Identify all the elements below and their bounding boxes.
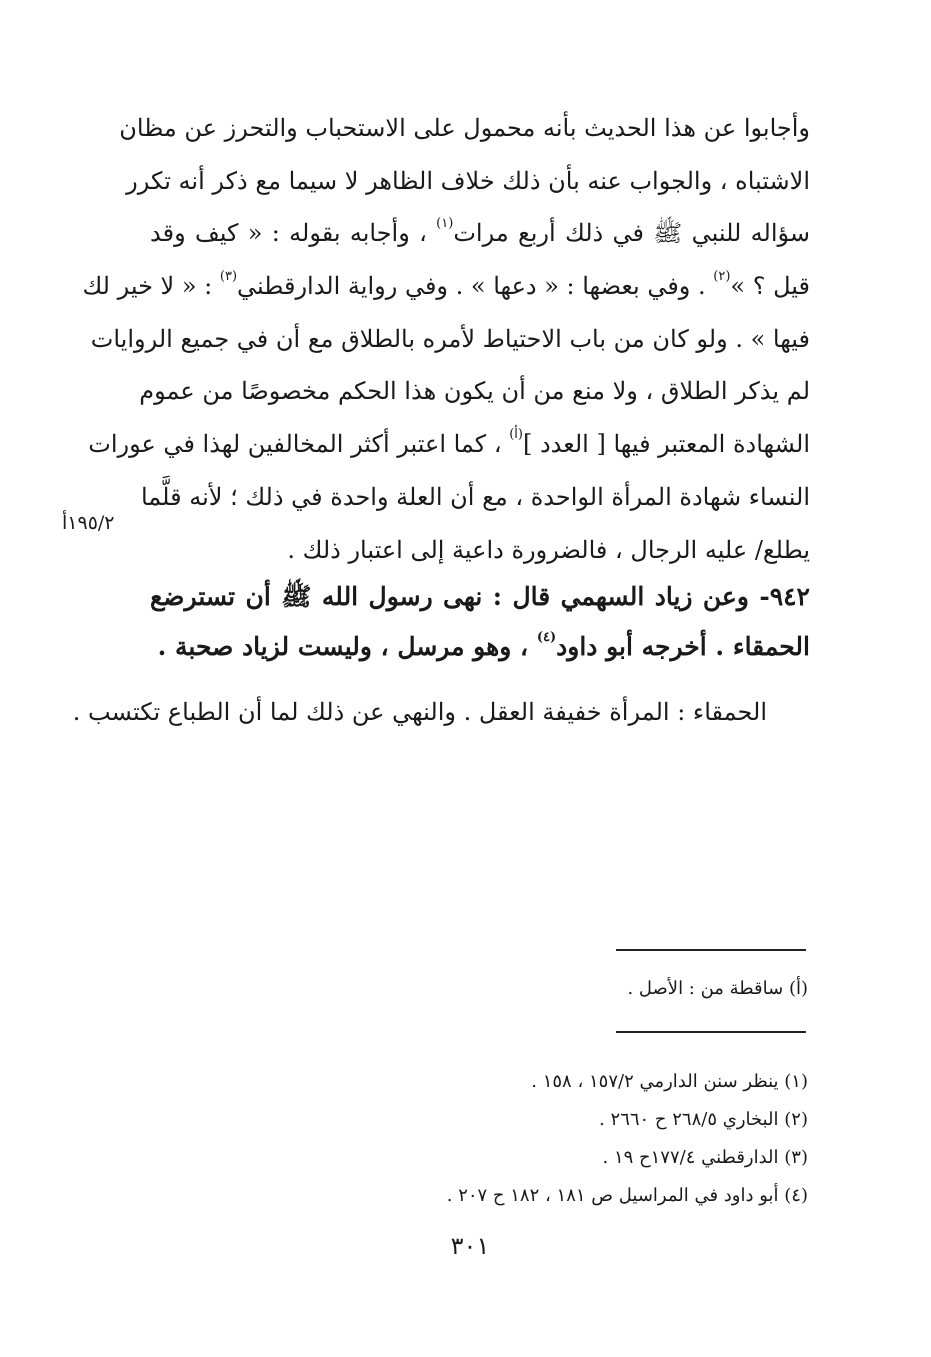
text-segment: الحمقاء . أخرجه أبو داود [556,632,810,661]
text-segment: قيل ؟ » [730,272,810,301]
text-line [88,418,810,471]
footnotes-list [300,1063,808,1215]
footnote-marker[interactable]: (١) [436,216,454,232]
text-segment: . وفي بعضها : « دعها » . وفي رواية الدارقطني [237,272,714,301]
text-line: فيها » . ولو كان من باب الاحتياط لأمره بالطلاق مع أن في جميع الروايات [90,324,810,353]
hadith-line [150,622,810,672]
text-line: النساء شهادة المرأة الواحدة ، مع أن العلة واحدة في ذلك ؛ لأنه قلَّما [140,482,810,511]
hadith-block [150,572,810,672]
hadith-line: ٩٤٢- وعن زياد السهمي قال : نهى رسول الله ﷺ أن تسترضع [150,582,810,611]
footnote-item: (٣) الدارقطني ١٧٧/٤ح ١٩ . [602,1147,808,1168]
text-line: لم يذكر الطلاق ، ولا منع من أن يكون هذا الحكم مخصوصًا من عموم [139,377,810,406]
explanation-text: الحمقاء : المرأة خفيفة العقل . والنهي عن ذلك لما أن الطباع تكتسب . [72,698,767,726]
text-line: وأجابوا عن هذا الحديث بأنه محمول على الاستحباب والتحرز عن مظان [119,114,810,142]
text-segment: : « لا خير لك [82,272,220,301]
page-number: ٣٠١ [450,1232,490,1260]
manuscript-folio-note: ١٩٥/٢أ [62,512,115,534]
text-segment: سؤاله للنبي ﷺ في ذلك أربع مرات [453,219,810,248]
footnote-item: (٢) البخاري ٢٦٨/٥ ح ٢٦٦٠ . [599,1109,808,1130]
text-line [150,207,810,260]
footnote-item: (١) ينظر سنن الدارمي ١٥٧/٢ ، ١٥٨ . [531,1071,808,1092]
text-segment: الشهادة المعتبر فيها [ العدد ] [523,430,810,459]
text-segment: ، وهو مرسل ، وليست لزياد صحبة . [157,632,537,661]
variant-marker[interactable]: (أ) [509,427,523,443]
text-segment: ، كما اعتبر أكثر المخالفين لهذا في عورات [88,430,510,459]
footnote-marker[interactable]: (٤) [536,630,557,645]
variant-footnote: (أ) ساقطة من : الأصل . [627,978,808,999]
footnote-separator [616,1031,806,1033]
footnote-separator [616,949,806,951]
footnote-item: (٤) أبو داود في المراسيل ص ١٨١ ، ١٨٢ ح ٢٠٧ . [446,1185,808,1206]
footnote-marker[interactable]: (٢) [713,269,731,285]
footnote-marker[interactable]: (٣) [219,269,238,285]
text-line: الاشتباه ، والجواب عنه بأن ذلك خلاف الظاهر لا سيما مع ذكر أنه تكرر [126,166,810,195]
text-line [82,260,810,313]
text-line: يطلع/ عليه الرجال ، فالضرورة داعية إلى اعتبار ذلك . [287,535,810,564]
text-segment: ، وأجابه بقوله : « كيف وقد [150,219,437,248]
